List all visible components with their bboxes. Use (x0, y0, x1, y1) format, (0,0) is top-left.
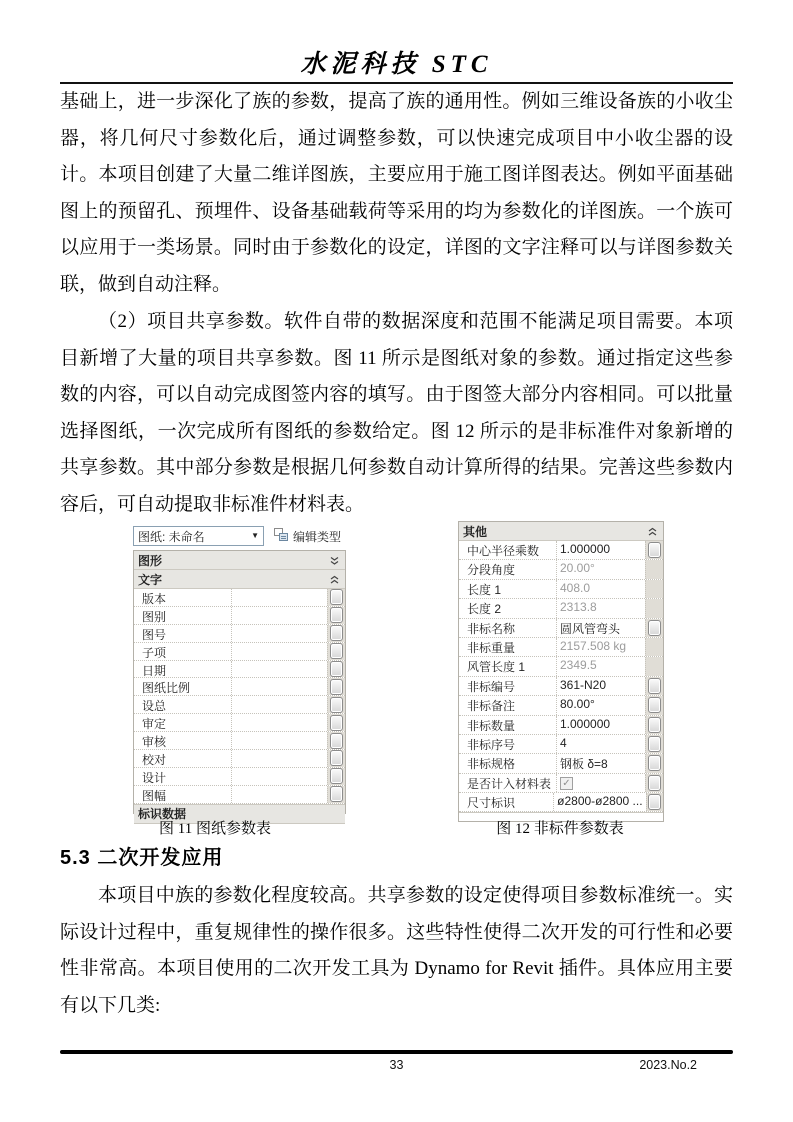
param-label: 非标数量 (467, 718, 516, 733)
param-browse-button[interactable] (330, 768, 343, 784)
param-row-date (134, 661, 345, 679)
chevron-double-up-icon[interactable] (648, 527, 657, 536)
param-row-ns-name (459, 619, 663, 638)
param-value-readonly: 2349.5 (556, 657, 645, 675)
param-value[interactable] (231, 768, 327, 785)
param-label: 设计 (142, 770, 167, 785)
button-cell (645, 580, 663, 598)
button-cell (645, 677, 663, 695)
param-browse-button[interactable] (648, 755, 661, 771)
group-label: 其他 (463, 524, 488, 539)
param-label: 日期 (142, 663, 167, 678)
param-row-scale (134, 678, 345, 696)
group-label: 文字 (138, 572, 163, 587)
param-value[interactable] (231, 678, 327, 695)
param-row-size-label (459, 793, 663, 812)
param-browse-button[interactable] (648, 794, 661, 810)
param-label: 长度 2 (467, 602, 502, 617)
param-row-ns-spec (459, 754, 663, 773)
param-row-format (134, 786, 345, 804)
param-value[interactable]: 钢板 δ=8 (556, 754, 645, 772)
param-row-radius-multiplier (459, 541, 663, 560)
type-selector-value: 图纸: 未命名 (138, 529, 205, 544)
param-label: 审核 (142, 735, 167, 750)
parameter-grid (458, 521, 664, 822)
checkbox-checked-icon[interactable]: ✓ (560, 777, 573, 790)
param-browse-button[interactable] (648, 775, 661, 791)
param-label: 非标备注 (467, 699, 516, 714)
param-value[interactable]: 80.00° (556, 696, 645, 714)
figure12-nonstandard-parameter-panel (458, 521, 664, 822)
param-row-ns-weight (459, 638, 663, 657)
param-browse-button[interactable] (648, 678, 661, 694)
param-label: 非标序号 (467, 737, 516, 752)
param-label: 图纸比例 (142, 681, 191, 696)
param-browse-button[interactable] (648, 697, 661, 713)
button-cell (646, 793, 663, 811)
param-value[interactable]: 361-N20 (556, 677, 645, 695)
param-row-length2 (459, 599, 663, 618)
figure12-caption: 图 12 非标件参数表 (496, 821, 624, 837)
param-row-ns-number (459, 677, 663, 696)
clipped-group-header (134, 804, 345, 822)
figure11-sheet-parameter-panel (133, 524, 346, 822)
param-label: 是否计入材料表 (467, 776, 552, 791)
footer-rule (60, 1050, 733, 1054)
param-label: 非标重量 (467, 640, 516, 655)
param-label: 子项 (142, 645, 167, 660)
param-label: 非标编号 (467, 679, 516, 694)
param-value[interactable]: 1.000000 (556, 716, 645, 734)
param-label: 非标名称 (467, 621, 516, 636)
button-cell (327, 625, 345, 642)
parameter-grid (133, 550, 346, 822)
button-cell (645, 696, 663, 714)
button-cell (645, 774, 663, 792)
journal-title: 水泥科技 STC (300, 51, 493, 78)
paragraph-1: 基础上，进一步深化了族的参数，提高了族的通用性。例如三维设备族的小收尘器，将几何尺寸参数化后，通过调整参数，可以快速完成项目中小收尘器的设计。本项目创建了大量二维详图族，主要应用于施工图详图表达。例如平面基础图上的预留孔、预埋件、设备基础载荷等采用的均为参数化的详图族。一个族可以应用于一类场景。同时由于参数化的设定，详图的文字注释可以与详图参数关联，做到自动注释。 (60, 91, 733, 295)
button-cell (645, 638, 663, 656)
issue-number: 2023.No.2 (639, 1058, 697, 1072)
param-label: 尺寸标识 (467, 796, 516, 811)
param-value[interactable]: 圆风管弯头 (556, 619, 645, 637)
param-row-ns-quantity (459, 716, 663, 735)
button-cell (327, 589, 345, 606)
button-cell (327, 768, 345, 785)
param-value[interactable] (231, 589, 327, 606)
param-value-readonly: 2313.8 (556, 599, 645, 617)
edit-type-button[interactable] (273, 527, 341, 545)
param-value[interactable] (231, 732, 327, 749)
param-value[interactable] (231, 643, 327, 660)
param-browse-button[interactable] (330, 750, 343, 766)
dropdown-arrow-icon: ▼ (251, 531, 259, 540)
param-value[interactable] (231, 696, 327, 713)
param-label: 设总 (142, 699, 167, 714)
button-cell (645, 754, 663, 772)
param-label: 图号 (142, 627, 167, 642)
paragraph-2: （2）项目共享参数。软件自带的数据深度和范围不能满足项目需要。本项目新增了大量的项目共享参数。图 11 所示是图纸对象的参数。通过指定这些参数的内容，可以自动完成图签内容的填写。由于图签大部分内容相同。可以批量选择图纸，一次完成所有图纸的参数给定。图 12 所示的是非标准件对象新增的共享参数。其中部分参数是根据几何参数自动计算所得的结果。完善这些参数内容后，可自动提取非标准件材料表。 (60, 311, 733, 515)
param-browse-button[interactable] (648, 736, 661, 752)
param-value[interactable] (231, 661, 327, 678)
param-browse-button[interactable] (330, 625, 343, 641)
param-row-design (134, 768, 345, 786)
param-row-include-material-list (459, 774, 663, 793)
param-row-sheetno (134, 625, 345, 643)
figure11-caption: 图 11 图纸参数表 (159, 821, 271, 837)
type-selector-dropdown[interactable] (133, 526, 264, 546)
param-browse-button[interactable] (330, 697, 343, 713)
chevron-double-down-icon[interactable] (330, 556, 339, 565)
param-value[interactable] (231, 607, 327, 624)
param-value[interactable] (231, 625, 327, 642)
section-heading: 5.3 二次开发应用 (60, 847, 224, 869)
button-cell (645, 541, 663, 559)
param-browse-button[interactable] (330, 589, 343, 605)
group-header-graphics[interactable] (134, 551, 345, 570)
param-value-readonly: 20.00° (556, 560, 645, 578)
param-value-readonly: 2157.508 kg (556, 638, 645, 656)
param-row-ns-remark (459, 696, 663, 715)
edit-type-icon (273, 527, 289, 545)
type-selector-row (133, 524, 346, 548)
button-cell (327, 732, 345, 749)
param-label: 图幅 (142, 788, 167, 803)
button-cell (645, 657, 663, 675)
param-row-length1 (459, 580, 663, 599)
button-cell (327, 714, 345, 731)
param-row-proof (134, 750, 345, 768)
button-cell (645, 716, 663, 734)
param-value[interactable]: 1.000000 (556, 541, 645, 559)
param-row-category (134, 607, 345, 625)
param-row-chief (134, 696, 345, 714)
group-header-other[interactable] (459, 522, 663, 541)
param-browse-button[interactable] (330, 733, 343, 749)
param-label: 非标规格 (467, 757, 516, 772)
param-label: 图别 (142, 609, 167, 624)
button-cell (327, 661, 345, 678)
param-label: 长度 1 (467, 582, 502, 597)
page-number: 33 (389, 1058, 404, 1072)
button-cell (327, 750, 345, 767)
button-cell (327, 696, 345, 713)
chevron-double-up-icon[interactable] (330, 575, 339, 584)
param-browse-button[interactable] (648, 542, 661, 558)
param-browse-button[interactable] (330, 643, 343, 659)
param-row-subitem (134, 643, 345, 661)
param-label: 分段角度 (467, 563, 516, 578)
param-value-checkbox-cell (556, 774, 645, 792)
group-header-text[interactable] (134, 570, 345, 589)
button-cell (327, 607, 345, 624)
button-cell (645, 599, 663, 617)
param-row-segment-angle (459, 560, 663, 579)
param-row-duct-length1 (459, 657, 663, 676)
param-value[interactable]: 4 (556, 735, 645, 753)
group-label: 图形 (138, 553, 163, 568)
param-label: 版本 (142, 592, 167, 606)
button-cell (645, 619, 663, 637)
param-value[interactable] (231, 786, 327, 803)
param-browse-button[interactable] (330, 786, 343, 802)
param-label: 风管长度 1 (467, 660, 526, 675)
button-cell (645, 735, 663, 753)
param-value[interactable] (231, 714, 327, 731)
param-label: 审定 (142, 717, 167, 732)
param-browse-button[interactable] (648, 717, 661, 733)
param-browse-button[interactable] (330, 715, 343, 731)
button-cell (327, 786, 345, 803)
param-row-ns-serial (459, 735, 663, 754)
edit-type-label: 编辑类型 (293, 529, 342, 544)
param-browse-button[interactable] (330, 661, 343, 677)
button-cell (327, 643, 345, 660)
param-label: 校对 (142, 753, 167, 768)
param-value[interactable]: ø2800-ø2800 ... (553, 793, 645, 811)
param-label: 中心半径乘数 (467, 544, 540, 558)
paragraph-3: 本项目中族的参数化程度较高。共享参数的设定使得项目参数标准统一。实际设计过程中，重复规律性的操作很多。这些特性使得二次开发的可行性和必要性非常高。本项目使用的二次开发工具为 Dynamo for Revit 插件。具体应用主要有以下几类: (60, 885, 733, 1016)
param-row-review (134, 732, 345, 750)
button-cell (645, 560, 663, 578)
param-browse-button[interactable] (330, 607, 343, 623)
param-value[interactable] (231, 750, 327, 767)
param-row-approve (134, 714, 345, 732)
param-row-version (134, 589, 345, 607)
param-browse-button[interactable] (648, 620, 661, 636)
group-label: 标识数据 (138, 807, 187, 822)
param-value-readonly: 408.0 (556, 580, 645, 598)
button-cell (327, 678, 345, 695)
param-browse-button[interactable] (330, 679, 343, 695)
